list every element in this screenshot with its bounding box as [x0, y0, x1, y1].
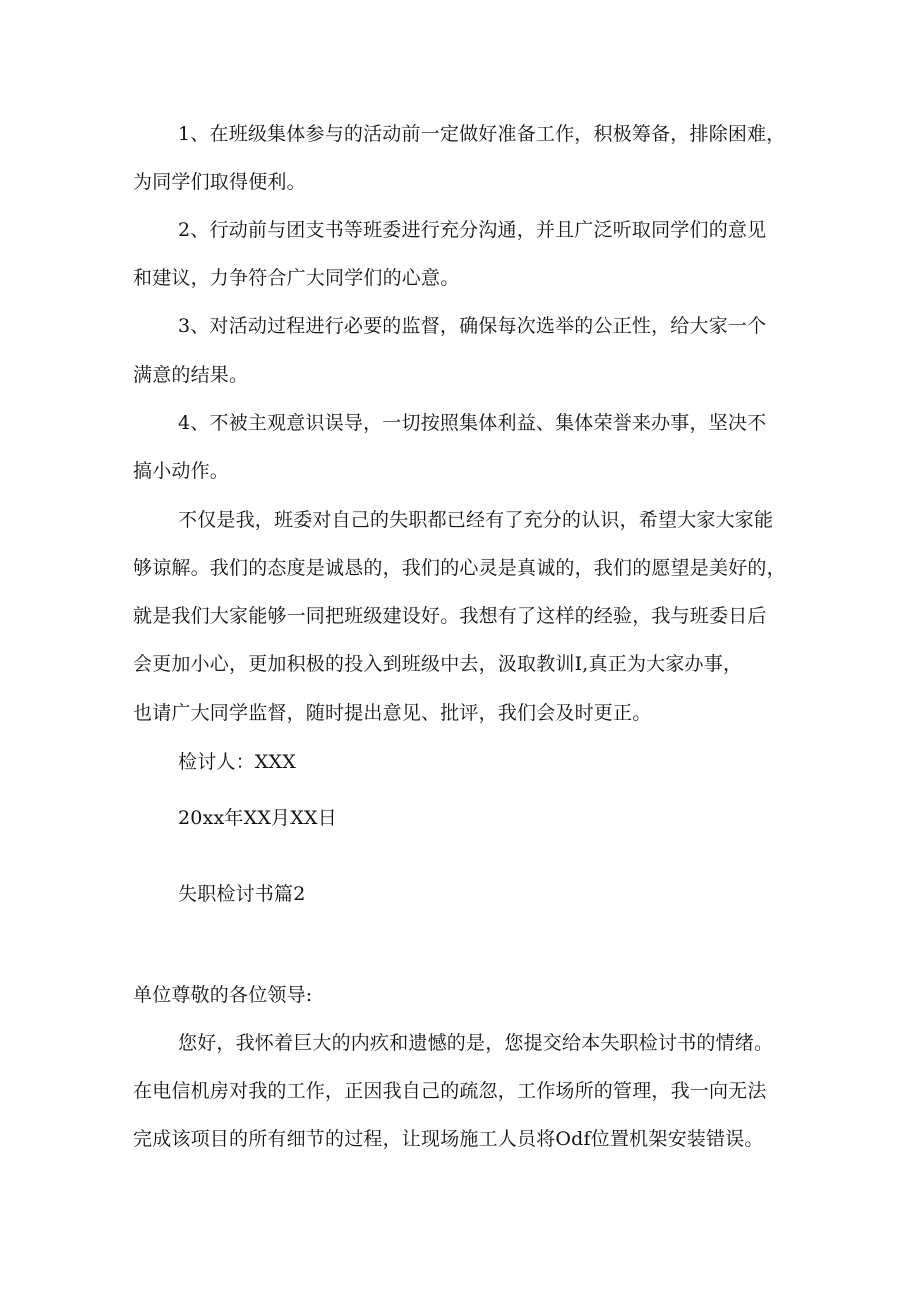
list-item-3-line-1: 3、对活动过程进行必要的监督，确保每次选举的公正性，给大家一个: [178, 315, 767, 337]
list-item-1-line-1: 1、在班级集体参与的活动前一定做好准备工作，积极筹备，排除困难，: [178, 123, 786, 145]
closing-paragraph-line-1: 不仅是我，班委对自己的失职都已经有了充分的认识，希望大家大家能: [178, 509, 774, 531]
section-2-paragraph-line-3: 完成该项目的所有细节的过程，让现场施工人员将Odf位置机架安装错误。: [133, 1128, 764, 1150]
section-2-paragraph-line-2: 在电信机房对我的工作，正因我自己的疏忽，工作场所的管理，我一向无法: [133, 1080, 767, 1102]
section-2-paragraph-line-1: 您好，我怀着巨大的内疚和遗憾的是，您提交给本失职检讨书的情绪。: [178, 1032, 774, 1054]
closing-paragraph-line-3: 就是我们大家能够一同把班级建设好。我想有了这样的经验，我与班委日后: [133, 605, 767, 627]
list-item-2-line-2: 和建议，力争符合广大同学们的心意。: [133, 267, 460, 289]
list-item-1-line-2: 为同学们取得便利。: [133, 171, 306, 193]
list-item-4-line-2: 搞小动作。: [133, 460, 230, 482]
signature: 检讨人：XXX: [178, 751, 296, 773]
closing-paragraph-line-5: 也请广大同学监督，随时提出意见、批评，我们会及时更正。: [133, 702, 652, 724]
section-2-title: 失职检讨书篇2: [178, 883, 306, 905]
closing-paragraph-line-2: 够谅解。我们的态度是诚恳的，我们的心灵是真诚的，我们的愿望是美好的，: [133, 557, 786, 579]
closing-paragraph-line-4: 会更加小心，更加积极的投入到班级中去，汲取教训I,真正为大家办事，: [133, 653, 743, 675]
salutation: 单位尊敬的各位领导:: [133, 984, 313, 1006]
list-item-3-line-2: 满意的结果。: [133, 364, 249, 386]
date: 20xx年XX月XX日: [178, 807, 337, 829]
list-item-4-line-1: 4、不被主观意识误导，一切按照集体利益、集体荣誉来办事，坚决不: [178, 412, 767, 434]
list-item-2-line-1: 2、行动前与团支书等班委进行充分沟通，并且广泛听取同学们的意见: [178, 219, 767, 241]
